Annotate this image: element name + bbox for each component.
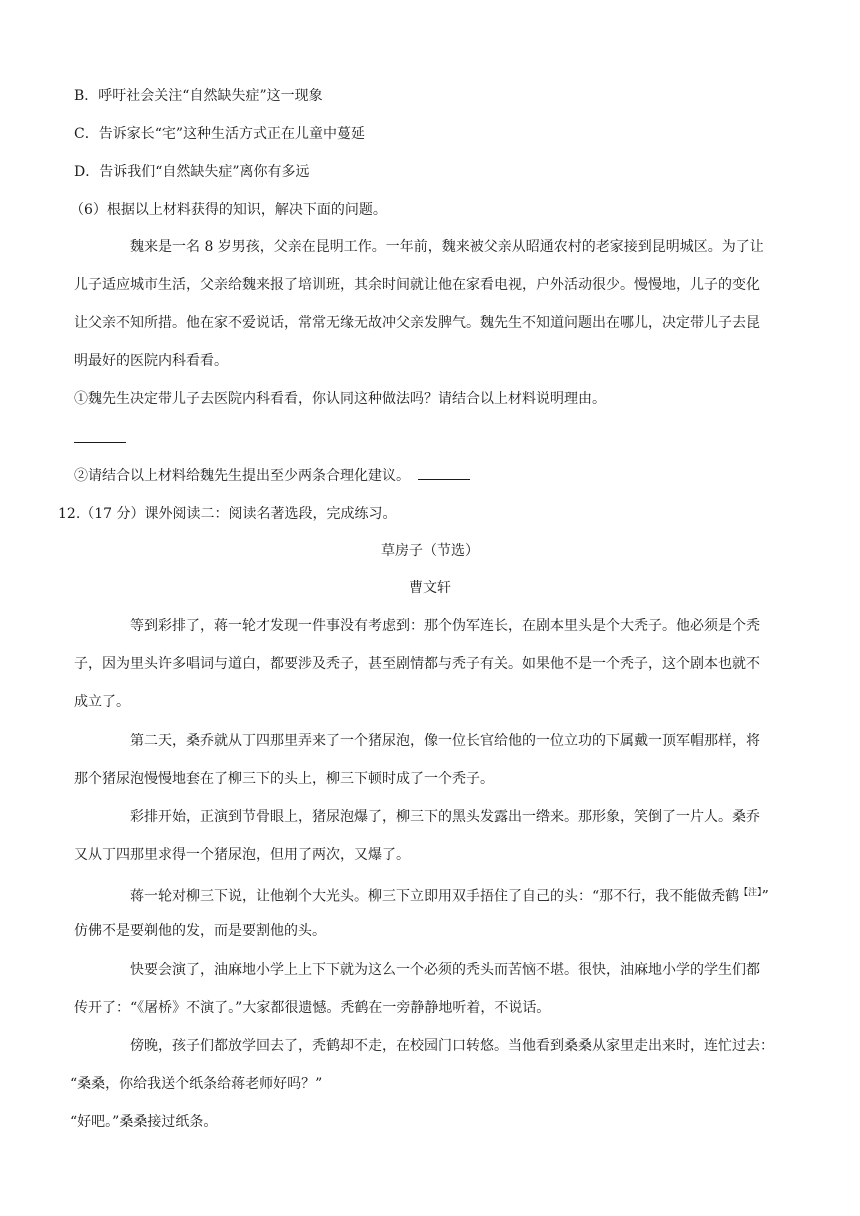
excerpt-line: 快要会演了，油麻地小学上上下下就为这么一个必须的秃头而苦恼不堪。很快，油麻地小学的学生们都: [130, 962, 760, 978]
question-6-prompt: （6）根据以上材料获得的知识，解决下面的问题。: [70, 202, 387, 218]
excerpt-author: 曹文轩: [409, 580, 451, 596]
excerpt-line: 等到彩排了，蒋一轮才发现一件事没有考虑到：那个伪军连长，在剧本里头是个大秃子。他必须是个秃: [130, 618, 760, 634]
passage-line: 让父亲不知所措。他在家不爱说话，常常无缘无故冲父亲发脾气。魏先生不知道问题出在哪儿，决定带儿子去昆: [74, 315, 760, 331]
excerpt-text: ”: [761, 888, 769, 905]
excerpt-text: 蒋一轮对柳三下说，让他剃个大光头。柳三下立即用双手捂住了自己的头：“那不行，我不能做秃鹤: [130, 888, 740, 905]
excerpt-line: “好吧。”桑桑接过纸条。: [70, 1114, 218, 1130]
passage-line: 魏来是一名 8 岁男孩，父亲在昆明工作。一年前，魏来被父亲从昭通农村的老家接到昆明城区。为了让: [130, 239, 764, 255]
excerpt-line: 子，因为里头许多唱词与道白，都要涉及秃子，甚至剧情都与秃子有关。如果他不是一个秃子，这个剧本也就不: [74, 656, 760, 672]
excerpt-line: [130, 883, 769, 907]
answer-blank-2[interactable]: [418, 465, 470, 480]
sub-question-2-row: [74, 465, 470, 486]
excerpt-line: “桑桑，你给我送个纸条给蒋老师好吗？”: [70, 1076, 323, 1092]
excerpt-line: 仿佛不是要剃他的发，而是要割他的头。: [74, 923, 326, 939]
excerpt-line: 第二天，桑乔就从丁四那里弄来了一个猪尿泡，像一位长官给他的一位立功的下属戴一顶军帽那样，将: [130, 733, 760, 749]
excerpt-line: 那个猪尿泡慢慢地套在了柳三下的头上，柳三下顿时成了一个秃子。: [74, 771, 494, 787]
excerpt-line: 傍晚，孩子们都放学回去了，秃鹤却不走，在校园门口转悠。当他看到桑桑从家里走出来时，连忙过去：: [130, 1038, 774, 1054]
option-d: D．告诉我们“自然缺失症”离你有多远: [74, 164, 310, 180]
passage-line: 明最好的医院内科看看。: [74, 353, 228, 369]
excerpt-title: 草房子（节选）: [381, 543, 479, 559]
passage-line: 儿子适应城市生活，父亲给魏来报了培训班，其余时间就让他在家看电视，户外活动很少。慢慢地，儿子的变化: [74, 277, 760, 293]
option-c: C．告诉家长“宅”这种生活方式正在儿童中蔓延: [74, 126, 366, 142]
answer-blank-1[interactable]: [74, 442, 126, 443]
sub-question-2: ②请结合以上材料给魏先生提出至少两条合理化建议。: [74, 468, 410, 484]
question-12-header: 12.（17 分）课外阅读二：阅读名著选段，完成练习。: [58, 506, 397, 522]
option-b: B．呼吁社会关注“自然缺失症”这一现象: [74, 88, 323, 104]
footnote-mark: 【注】: [739, 888, 762, 898]
sub-question-1: ①魏先生决定带儿子去医院内科看看，你认同这种做法吗？请结合以上材料说明理由。: [74, 391, 606, 407]
excerpt-line: 彩排开始，正演到节骨眼上，猪尿泡爆了，柳三下的黑头发露出一绺来。那形象，笑倒了一片人。桑乔: [130, 809, 760, 825]
excerpt-line: 成立了。: [74, 694, 130, 710]
excerpt-line: 传开了：“《屠桥》不演了。”大家都很遗憾。秃鹤在一旁静静地听着，不说话。: [74, 1000, 551, 1016]
excerpt-line: 又从丁四那里求得一个猪尿泡，但用了两次，又爆了。: [74, 847, 410, 863]
